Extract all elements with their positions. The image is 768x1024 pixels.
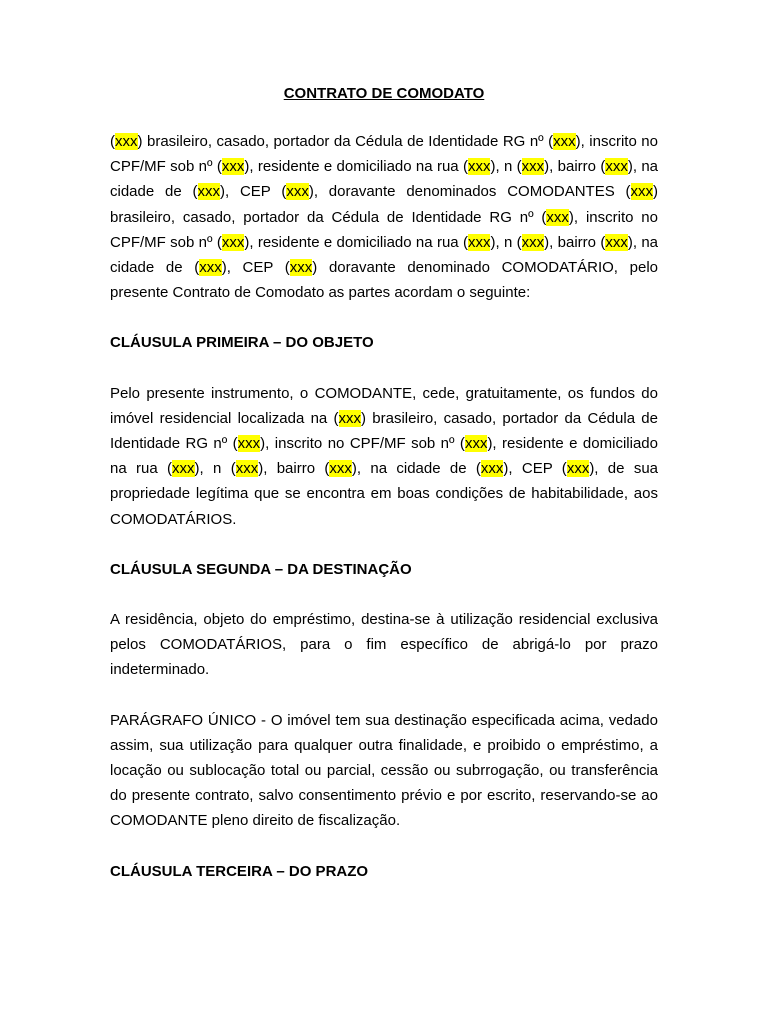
clause-two-heading: CLÁUSULA SEGUNDA – DA DESTINAÇÃO	[110, 560, 412, 578]
placeholder-highlight: xxx	[286, 183, 309, 201]
placeholder-highlight: xxx	[221, 158, 245, 176]
placeholder-highlight: xxx	[605, 158, 628, 176]
placeholder-highlight: xxx	[546, 208, 569, 226]
placeholder-highlight: xxx	[235, 460, 259, 478]
placeholder-highlight: xxx	[199, 259, 222, 277]
placeholder-highlight: xxx	[329, 460, 352, 478]
placeholder-highlight: xxx	[467, 158, 491, 176]
placeholder-highlight: xxx	[467, 233, 491, 251]
placeholder-highlight: xxx	[197, 183, 220, 201]
clause-two-paragraph: A residência, objeto do empréstimo, destina-se à utilização residencial exclusiva pelos COMODATÁRIOS, para o fim específico de abrigá-lo por prazo indeterminado.	[110, 611, 658, 679]
placeholder-highlight: xxx	[566, 460, 590, 478]
placeholder-highlight: xxx	[338, 409, 362, 427]
placeholder-highlight: xxx	[605, 233, 628, 251]
placeholder-highlight: xxx	[237, 435, 261, 453]
placeholder-highlight: xxx	[553, 133, 576, 150]
clause-one-paragraph: Pelo presente instrumento, o COMODANTE, cede, gratuitamente, os fundos do imóvel residencial localizada na (xxx) brasileiro, casado, portador da Cédula de Identidade RG nº (xxx), inscrito no CPF/MF sob nº (xxx), residente e domiciliado na rua (xxx), n (xxx), bairro (xxx), na cidade de (xxx), CEP (xxx), de sua propriedade legítima que se encontra em boas condições de habitabilidade, aos COMODATÁRIOS.	[110, 384, 659, 528]
sole-paragraph: PARÁGRAFO ÚNICO - O imóvel tem sua destinação especificada acima, vedado assim, sua utilização para qualquer outra finalidade, e proibido o empréstimo, a locação ou sublocação total ou parcial, cessão ou subrrogação, ou transferência do presente contrato, salvo consentimento prévio e por escrito, reservando-se ao COMODANTE pleno direito de fiscalização.	[110, 711, 658, 830]
placeholder-highlight: xxx	[521, 233, 545, 251]
placeholder-highlight: xxx	[172, 460, 195, 478]
document-body	[110, 129, 658, 884]
placeholder-highlight: xxx	[464, 435, 488, 453]
document-title: CONTRATO DE COMODATO	[283, 85, 485, 102]
placeholder-highlight: xxx	[221, 233, 245, 251]
placeholder-highlight: xxx	[115, 133, 138, 150]
placeholder-highlight: xxx	[521, 158, 545, 176]
placeholder-highlight: xxx	[480, 460, 504, 478]
placeholder-highlight: xxx	[289, 259, 313, 277]
clause-three-heading: CLÁUSULA TERCEIRA – DO PRAZO	[110, 862, 369, 880]
placeholder-highlight: xxx	[630, 183, 653, 201]
clause-one-heading: CLÁUSULA PRIMEIRA – DO OBJETO	[110, 334, 374, 352]
document-page	[110, 83, 658, 909]
parties-paragraph: (xxx) brasileiro, casado, portador da Cédula de Identidade RG nº (xxx), inscrito no CPF/MF sob nº (xxx), residente e domiciliado na rua (xxx), n (xxx), bairro (xxx), na cidade de (xxx), CEP (xxx), doravante denominados COMODANTES (xxx) brasileiro, casado, portador da Cédula de Identidade RG nº (xxx), inscrito no CPF/MF sob nº (xxx), residente e domiciliado na rua (xxx), n (xxx), bairro (xxx), na cidade de (xxx), CEP (xxx) doravante denominado COMODATÁRIO, pelo presente Contrato de Comodato as partes acordam o seguinte:	[110, 133, 659, 302]
